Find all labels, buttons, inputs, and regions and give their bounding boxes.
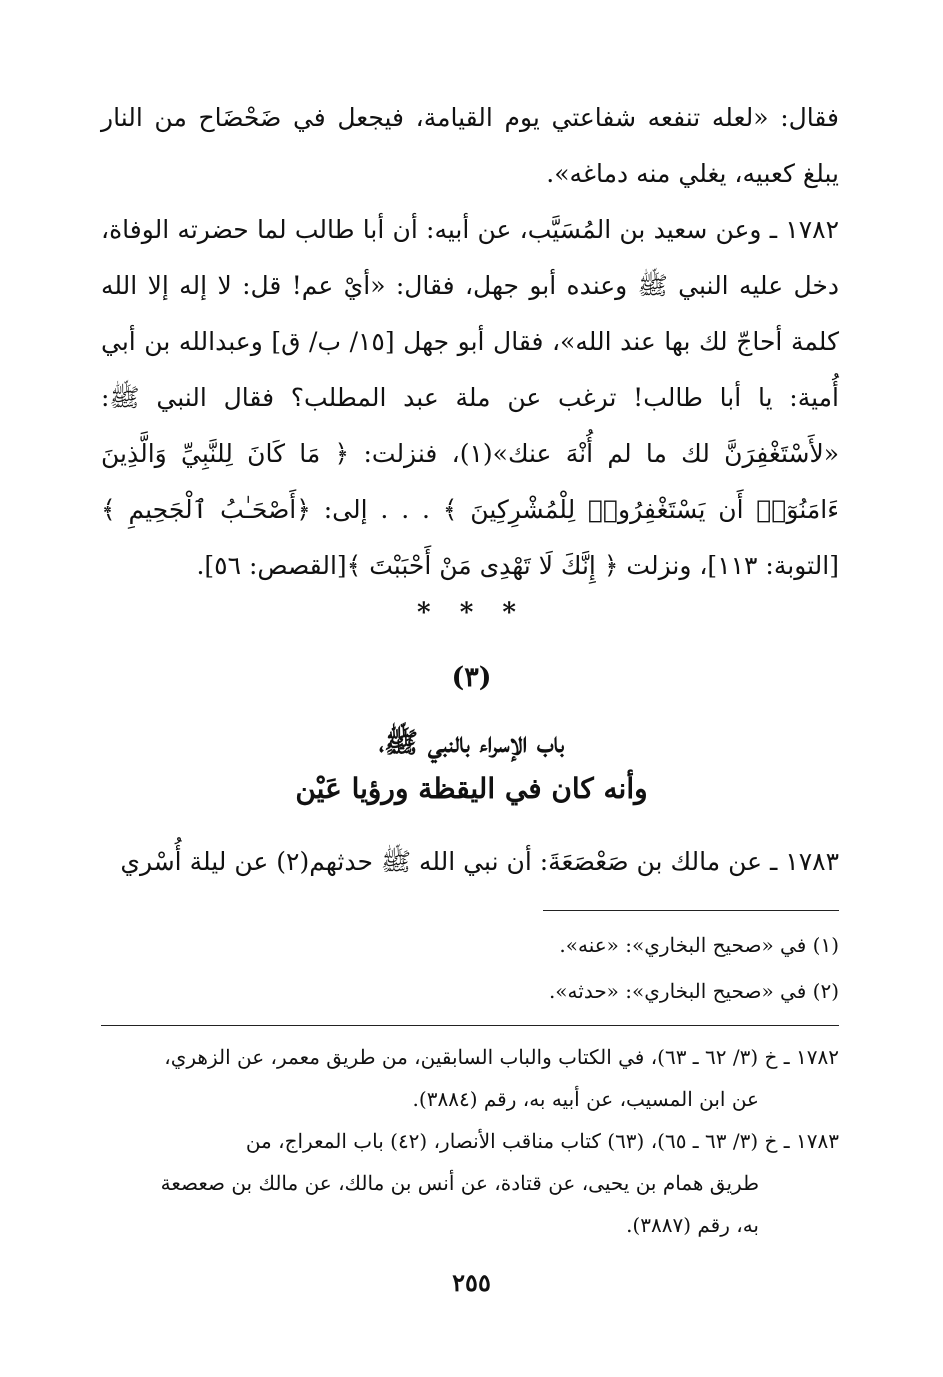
reference-1783 bbox=[101, 1120, 839, 1246]
reference-line: عن ابن المسيب، عن أبيه به، رقم (٣٨٨٤). bbox=[412, 1087, 759, 1111]
reference-line: ١٧٨٣ ـ خ (٣/ ٦٣ ـ ٦٥)، (٦٣) كتاب مناقب الأنصار، (٤٢) باب المعراج، من bbox=[245, 1129, 839, 1153]
chapter-number: (٣) bbox=[451, 662, 492, 693]
reference-line: ١٧٨٢ ـ خ (٣/ ٦٢ ـ ٦٣)، في الكتاب والباب السابقين، من طريق معمر، عن الزهري، bbox=[164, 1045, 839, 1069]
footnote-2: (٢) في «صحيح البخاري»: «حدثه». bbox=[548, 979, 839, 1003]
paragraph-hadith-1782 bbox=[101, 202, 839, 594]
reference-line: طريق همام بن يحيى، عن قتادة، عن أنس بن مالك، عن مالك بن صعصعة bbox=[160, 1171, 759, 1195]
reference-1782 bbox=[101, 1036, 839, 1120]
chapter-title-line-1: باب الإسراء بالنبي ﷺ، bbox=[378, 726, 565, 759]
paragraph-text: ١٧٨٢ ـ وعن سعيد بن المُسَيَّب، عن أبيه: أن أبا طالب لما حضرته الوفاة، دخل عليه النبي ﷺ وعنده أبو جهل، فقال: «أيْ عم! قل: لا إله إلا الله كلمة أحاجّ لك بها عند الله»، فقال أبو جهل [١٥/ ب/ ق] وعبدالله بن أبي أُمية: يا أبا طالب! ترغب عن ملة عبد المطلب؟ فقال النبي ﷺ: «لأَسْتَغْفِرَنَّ لك ما لم أُنْهَ عنك»(١)، فنزلت: ﴿ مَا كَانَ لِلنَّبِيِّ وَالَّذِينَ ءَامَنُوٓا۟ أَن يَسْتَغْفِرُوا۟ لِلْمُشْرِكِينَ ﴾ . . . إلى: ﴿أَصْحَـٰبُ ٱلْجَحِيمِ ﴾[التوبة: ١١٣]، ونزلت ﴿ إِنَّكَ لَا تَهْدِى مَنْ أَحْبَبْتَ ﴾[القصص: ٥٦]. bbox=[101, 215, 839, 580]
reference-line: به، رقم (٣٨٨٧). bbox=[626, 1213, 759, 1237]
section-separator: * * * bbox=[417, 598, 526, 628]
paragraph-text: ١٧٨٣ ـ عن مالك بن صَعْصَعَةَ: أن نبي الله ﷺ حدثهم(٢) عن ليلة أُسْري bbox=[120, 847, 839, 876]
paragraph-hadith-1783 bbox=[101, 834, 839, 890]
footnote-1: (١) في «صحيح البخاري»: «عنه». bbox=[559, 933, 839, 957]
paragraph-hadith-end bbox=[101, 90, 839, 202]
footnotes bbox=[101, 922, 839, 1014]
paragraph-text: فقال: «لعله تنفعه شفاعتي يوم القيامة، فيجعل في ضَحْضَاح من النار يبلغ كعبيه، يغلي منه دماغه». bbox=[101, 103, 839, 188]
chapter-title-line-2: وأنه كان في اليقظة ورؤيا عَيْن bbox=[295, 772, 648, 805]
references bbox=[101, 1036, 839, 1246]
chapter-title bbox=[0, 720, 943, 812]
references-divider bbox=[101, 1025, 839, 1026]
page-number: ٢٥٥ bbox=[452, 1268, 491, 1297]
footnote-divider bbox=[543, 910, 839, 911]
